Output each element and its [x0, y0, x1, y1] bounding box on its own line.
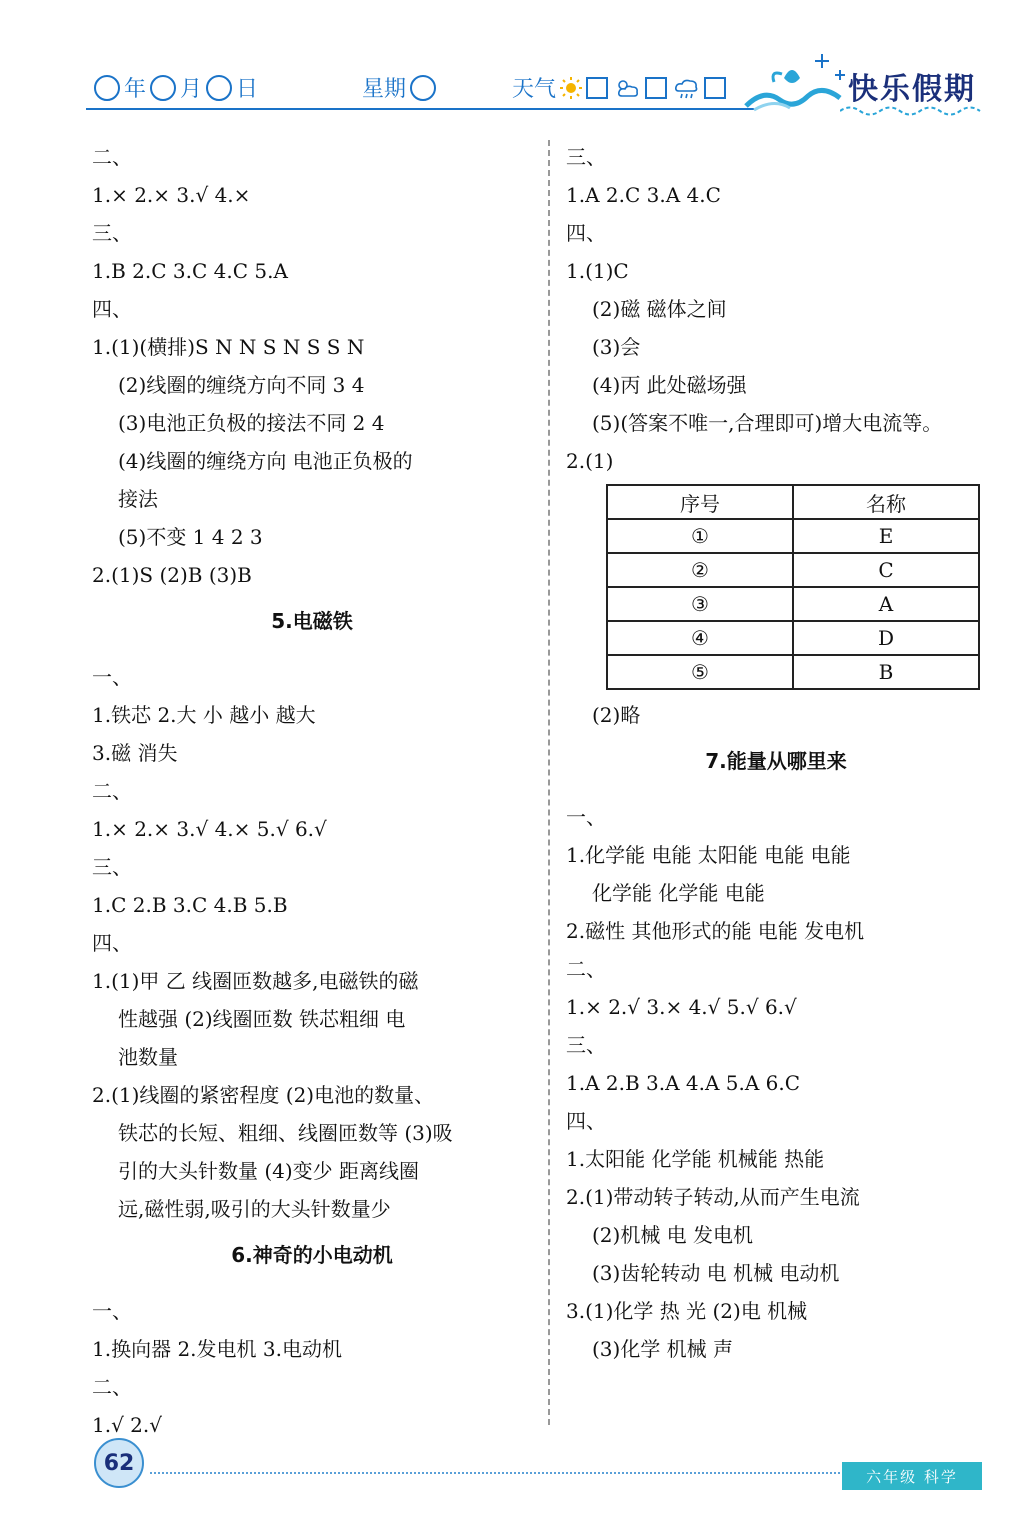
week-label: 星期: [362, 77, 407, 102]
answer-table: [606, 484, 980, 690]
answer-line: 1.化学能 电能 太阳能 电能 电能: [566, 843, 851, 867]
weather-box-rainy: [704, 77, 726, 99]
answer-line: (2)机械 电 发电机: [592, 1223, 754, 1247]
answer-line: 1.(1)C: [566, 259, 629, 283]
answer-line: (5)(答案不唯一,合理即可)增大电流等。: [592, 411, 943, 435]
answer-line: 1.× 2.× 3.√ 4.×: [92, 183, 251, 207]
answer-line: 二、: [92, 145, 132, 169]
table-cell: ③: [607, 587, 793, 621]
answer-line: 性越强 (2)线圈匝数 铁芯粗细 电: [118, 1007, 406, 1031]
table-cell: C: [793, 553, 979, 587]
month-label: 月: [180, 77, 203, 102]
day-label: 日: [236, 77, 259, 102]
answer-line: 四、: [566, 221, 606, 245]
answer-line: 1.换向器 2.发电机 3.电动机: [92, 1337, 342, 1361]
rain-cloud-icon: [673, 76, 701, 100]
answer-line: 1.(1)甲 乙 线圈匝数越多,电磁铁的磁: [92, 969, 419, 993]
right-answer-column: [566, 138, 986, 1368]
answer-line: 铁芯的长短、粗细、线圈匝数等 (3)吸: [118, 1121, 453, 1145]
table-row: [607, 621, 979, 655]
answer-line: 1.× 2.× 3.√ 4.× 5.√ 6.√: [92, 817, 327, 841]
answer-line: (3)会: [592, 335, 641, 359]
answer-line: (2)磁 磁体之间: [592, 297, 727, 321]
right-column-bottom: [566, 696, 986, 1368]
answer-line: 3.磁 消失: [92, 741, 178, 765]
answer-line: 2.(1)线圈的紧密程度 (2)电池的数量、: [92, 1083, 435, 1107]
section-title: 6.神奇的小电动机: [231, 1243, 393, 1267]
weather-label: 天气: [512, 77, 557, 102]
wave-decoration-icon: [744, 48, 854, 118]
answer-line: 1.C 2.B 3.C 4.B 5.B: [92, 893, 288, 917]
date-field: [90, 72, 258, 103]
answer-line: 四、: [92, 931, 132, 955]
answer-line: (3)电池正负极的接法不同 2 4: [118, 411, 385, 435]
answer-line: 池数量: [118, 1045, 178, 1069]
week-circle: [410, 75, 436, 101]
weather-box-sunny: [586, 77, 608, 99]
table-row: [607, 519, 979, 553]
answer-line: 1.A 2.B 3.A 4.A 5.A 6.C: [566, 1071, 801, 1095]
answer-line: 远,磁性弱,吸引的大头针数量少: [118, 1197, 391, 1221]
answer-line: 引的大头针数量 (4)变少 距离线圈: [118, 1159, 420, 1183]
year-circle: [94, 75, 120, 101]
answer-line: 1.铁芯 2.大 小 越小 越大: [92, 703, 316, 727]
answer-line: 2.(1)带动转子转动,从而产生电流: [566, 1185, 860, 1209]
page-header: [0, 0, 1028, 140]
answer-line: 四、: [566, 1109, 606, 1133]
brand-wave-underline: [840, 104, 990, 118]
brand-title: 快乐假期: [848, 72, 976, 107]
footer-dotted-line: [150, 1472, 840, 1474]
month-circle: [150, 75, 176, 101]
table-cell: ⑤: [607, 655, 793, 689]
answer-line: (2)略: [592, 703, 641, 727]
answer-line: 1.B 2.C 3.C 4.C 5.A: [92, 259, 288, 283]
header-rule: [86, 108, 754, 110]
answer-line: 三、: [92, 221, 132, 245]
table-row: [607, 587, 979, 621]
answer-line: 三、: [566, 145, 606, 169]
answer-line: (4)丙 此处磁场强: [592, 373, 747, 397]
answer-line: 三、: [566, 1033, 606, 1057]
answer-line: 1.√ 2.√: [92, 1413, 163, 1437]
table-cell: ①: [607, 519, 793, 553]
year-label: 年: [124, 77, 147, 102]
answer-line: 3.(1)化学 热 光 (2)电 机械: [566, 1299, 808, 1323]
week-field: [362, 72, 440, 103]
table-row: [607, 655, 979, 689]
grade-subject-tag: 六年级 科学: [842, 1462, 982, 1490]
table-cell: ④: [607, 621, 793, 655]
answer-line: 2.(1)S (2)B (3)B: [92, 563, 252, 587]
sun-icon: [559, 76, 583, 100]
page-number: 62: [94, 1438, 144, 1488]
answer-line: 一、: [92, 1299, 132, 1323]
table-cell: A: [793, 587, 979, 621]
table-cell: E: [793, 519, 979, 553]
answer-line: (2)线圈的缠绕方向不同 3 4: [118, 373, 365, 397]
answer-line: 1.太阳能 化学能 机械能 热能: [566, 1147, 825, 1171]
section-title: 5.电磁铁: [271, 609, 353, 633]
table-row: [607, 553, 979, 587]
right-column-top: [566, 138, 986, 480]
answer-line: 四、: [92, 297, 132, 321]
answer-line: 1.× 2.√ 3.× 4.√ 5.√ 6.√: [566, 995, 797, 1019]
answer-line: (3)齿轮转动 电 机械 电动机: [592, 1261, 840, 1285]
answer-line: 2.磁性 其他形式的能 电能 发电机: [566, 919, 865, 943]
table-cell: ②: [607, 553, 793, 587]
table-header-cell: 序号: [607, 485, 793, 519]
answer-line: 二、: [92, 1375, 132, 1399]
answer-line: (4)线圈的缠绕方向 电池正负极的: [118, 449, 413, 473]
section-title: 7.能量从哪里来: [705, 749, 847, 773]
answer-line: 二、: [566, 957, 606, 981]
answer-line: 2.(1): [566, 449, 614, 473]
answer-line: 1.(1)(横排)S N N S N S S N: [92, 335, 365, 359]
answer-line: 一、: [566, 805, 606, 829]
answer-line: (5)不变 1 4 2 3: [118, 525, 263, 549]
answer-line: 接法: [118, 487, 158, 511]
table-cell: B: [793, 655, 979, 689]
weather-field: [512, 72, 729, 103]
day-circle: [206, 75, 232, 101]
answer-line: 化学能 化学能 电能: [592, 881, 765, 905]
answer-line: 1.A 2.C 3.A 4.C: [566, 183, 721, 207]
answer-line: 二、: [92, 779, 132, 803]
table-header-row: [607, 485, 979, 519]
answer-line: 三、: [92, 855, 132, 879]
answer-line: (3)化学 机械 声: [592, 1337, 734, 1361]
left-answer-column: [92, 138, 532, 1444]
weather-box-cloudy: [645, 77, 667, 99]
answer-line: 一、: [92, 665, 132, 689]
partly-cloudy-icon: [614, 76, 642, 100]
column-divider: [548, 140, 550, 1425]
table-header-cell: 名称: [793, 485, 979, 519]
table-cell: D: [793, 621, 979, 655]
